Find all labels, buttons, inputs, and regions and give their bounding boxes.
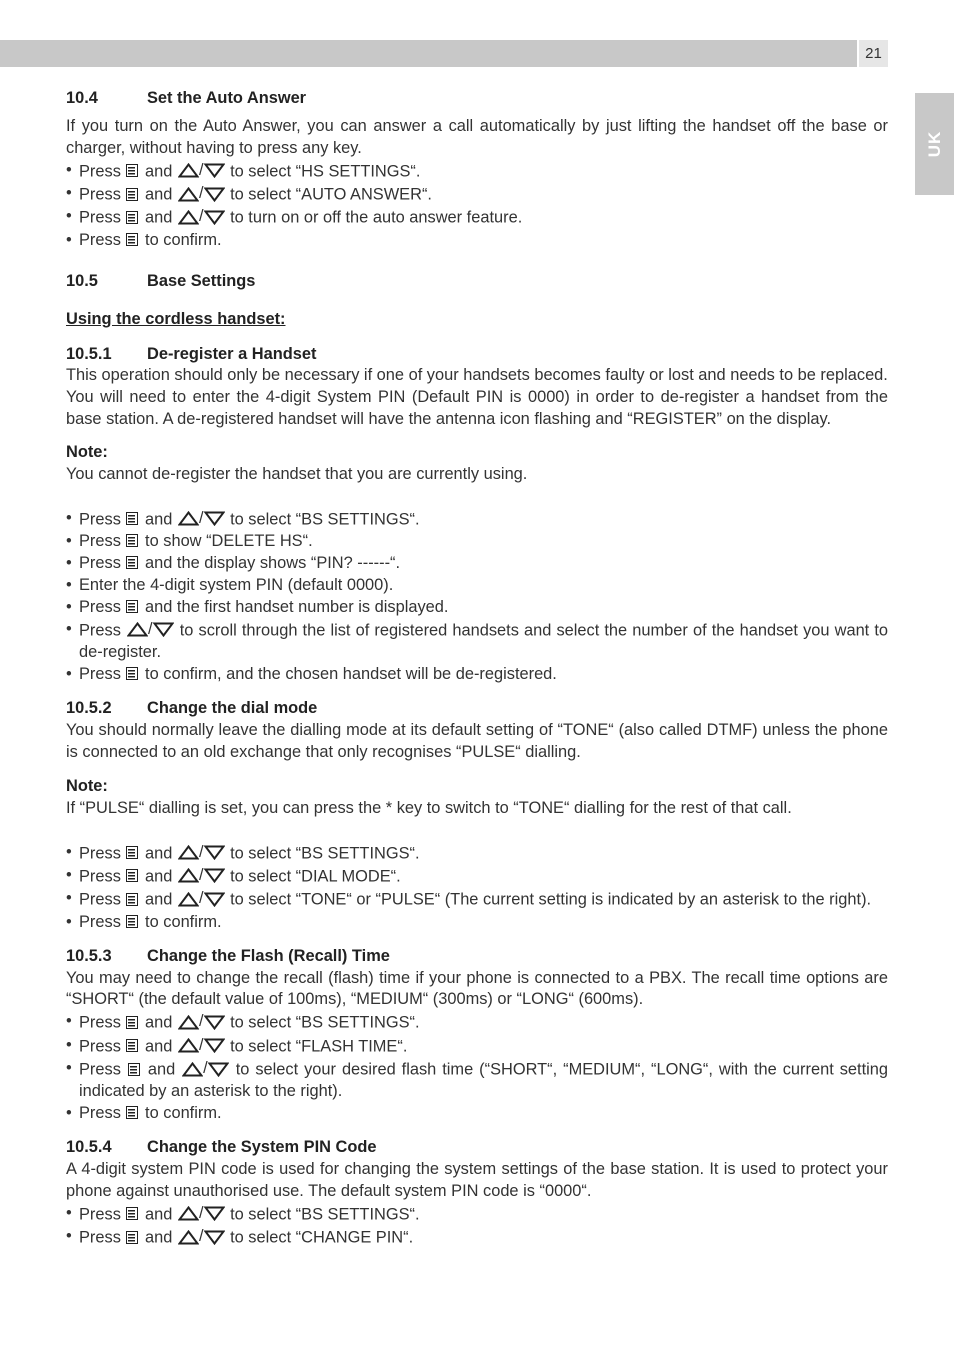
up-arrow-icon — [178, 845, 199, 860]
slash: / — [198, 1227, 204, 1246]
menu-key-icon — [126, 893, 138, 906]
list-item: • Press and / to select “DIAL MODE“. — [66, 865, 888, 888]
menu-key-icon — [126, 1106, 138, 1119]
slash: / — [198, 866, 204, 884]
up-down-arrows — [178, 183, 225, 205]
slash: / — [203, 1059, 208, 1078]
section-10-5-2-note: If “PULSE“ dialling is set, you can press the * key to switch to “TONE“ dialling for the rest of that call. — [66, 798, 792, 817]
section-10-5-1-heading: 10.5.1 De-register a Handset — [66, 344, 317, 363]
down-arrow-icon — [204, 163, 225, 178]
document-body — [66, 88, 888, 1250]
menu-key-icon — [126, 1039, 138, 1052]
list-item: • Press to confirm. — [66, 912, 888, 934]
section-10-5-1-p2: You will need to enter the 4-digit System PIN (Default PIN is 0000) in order to de-register a handset from the base station. A de-registered handset will have the antenna icon flashing and “REGISTER” on the display. — [66, 388, 888, 429]
section-10-4-intro: If you turn on the Auto Answer, you can answer a call automatically by just lifting the handset off the base or charger, without having to press any key. — [66, 116, 888, 157]
down-arrow-icon — [204, 892, 225, 907]
section-10-5-4-steps — [66, 1203, 888, 1250]
slash: / — [198, 842, 204, 861]
header-bar — [0, 40, 857, 67]
section-10-5-4-heading: 10.5.4 Change the System PIN Code — [66, 1138, 377, 1157]
down-arrow-icon — [204, 511, 225, 526]
menu-key-icon — [126, 600, 138, 613]
down-arrow-icon — [204, 1038, 225, 1053]
list-item: • Press to confirm. — [66, 1103, 888, 1125]
list-item: • Press and / to select “AUTO ANSWER“. — [66, 183, 888, 206]
menu-key-icon — [126, 1231, 138, 1244]
section-10-5-1-p1: This operation should only be necessary if one of your handsets becomes faulty or lost and needs to be replaced. — [66, 366, 888, 385]
up-down-arrows — [178, 865, 225, 887]
up-arrow-icon — [178, 210, 199, 225]
menu-key-icon — [126, 1207, 138, 1220]
up-arrow-icon — [178, 1038, 199, 1053]
section-10-5-1-note-label: Note: — [66, 443, 108, 462]
up-down-arrows — [178, 508, 225, 530]
up-arrow-icon — [178, 163, 199, 178]
list-item: • Enter the 4-digit system PIN (default 0000). — [66, 575, 888, 597]
list-item: • Press to confirm, and the chosen handset will be de-registered. — [66, 664, 888, 686]
menu-key-icon — [126, 534, 138, 547]
list-item: • Press and / to select your desired flash time (“SHORT“, “MEDIUM“, “LONG“, with the current setting indicated by an asterisk to the right). — [66, 1058, 888, 1103]
up-arrow-icon — [178, 1230, 199, 1245]
list-item: • Press to confirm. — [66, 230, 888, 252]
menu-key-icon — [126, 211, 138, 224]
list-item: • Press and the first handset number is displayed. — [66, 597, 888, 619]
menu-key-icon — [126, 915, 138, 928]
up-arrow-icon — [178, 511, 199, 526]
page-number: 21 — [859, 40, 888, 67]
section-10-5-2-heading: 10.5.2 Change the dial mode — [66, 699, 318, 718]
menu-key-icon — [126, 667, 138, 680]
up-arrow-icon — [178, 868, 199, 883]
slash: / — [198, 508, 204, 527]
section-10-5-1-steps — [66, 508, 888, 686]
list-item: • Press and / to select “BS SETTINGS“. — [66, 1203, 888, 1226]
section-10-5-4-p1: A 4-digit system PIN code is used for changing the system settings of the base station. It is used to protect your phone against unauthorised use. The default system PIN code is “0000“. — [66, 1160, 888, 1201]
menu-key-icon — [126, 164, 138, 177]
slash: / — [198, 889, 204, 908]
list-item: • Press and / to select “BS SETTINGS“. — [66, 842, 888, 865]
up-down-arrows — [178, 842, 225, 864]
up-arrow-icon — [178, 187, 199, 202]
section-10-4-heading: 10.4 Set the Auto Answer — [66, 89, 307, 107]
slash: / — [198, 160, 204, 179]
up-down-arrows — [178, 1203, 225, 1225]
section-10-5-heading: 10.5 Base Settings — [66, 271, 256, 290]
menu-key-icon — [126, 869, 138, 882]
menu-key-icon — [126, 846, 138, 859]
menu-key-icon — [126, 556, 138, 569]
slash: / — [198, 1035, 204, 1054]
section-10-5-2-p1: You should normally leave the dialling mode at its default setting of “TONE“ (also called DTMF) unless the phone is connected to an old exchange that only recognises “PULSE“ dialling. — [66, 721, 888, 761]
up-down-arrows — [178, 1035, 225, 1057]
up-arrow-icon — [178, 1206, 199, 1221]
up-down-arrows — [178, 1226, 225, 1248]
down-arrow-icon — [204, 187, 225, 202]
up-down-arrows — [127, 619, 174, 641]
menu-key-icon — [126, 233, 138, 246]
down-arrow-icon — [204, 1230, 225, 1245]
up-arrow-icon — [178, 1015, 199, 1030]
up-down-arrows — [178, 206, 225, 228]
section-10-5-2-steps — [66, 842, 888, 934]
list-item: • Press and / to turn on or off the auto answer feature. — [66, 206, 888, 229]
down-arrow-icon — [208, 1062, 229, 1077]
list-item: • Press and / to select “TONE“ or “PULSE“ (The current setting is indicated by an asterisk to the right). — [66, 888, 888, 911]
list-item: • Press to show “DELETE HS“. — [66, 531, 888, 553]
list-item: • Press and / to select “FLASH TIME“. — [66, 1035, 888, 1058]
up-arrow-icon — [182, 1062, 203, 1077]
up-down-arrows — [178, 888, 225, 910]
down-arrow-icon — [204, 1206, 225, 1221]
list-item: • Press and / to select “HS SETTINGS“. — [66, 160, 888, 183]
up-down-arrows — [178, 1011, 225, 1033]
section-10-5-3-steps — [66, 1011, 888, 1125]
menu-key-icon — [128, 1063, 140, 1076]
slash: / — [198, 1203, 204, 1222]
up-down-arrows — [182, 1058, 229, 1080]
language-tab-label: UK — [924, 130, 944, 158]
up-down-arrows — [178, 160, 225, 182]
down-arrow-icon — [204, 210, 225, 225]
slash: / — [198, 207, 204, 226]
section-10-5-3-heading: 10.5.3 Change the Flash (Recall) Time — [66, 946, 390, 965]
menu-key-icon — [126, 512, 138, 525]
menu-key-icon — [126, 1016, 138, 1029]
section-10-4-steps — [66, 160, 888, 252]
up-arrow-icon — [127, 622, 148, 637]
down-arrow-icon — [204, 845, 225, 860]
up-arrow-icon — [178, 892, 199, 907]
section-10-5-3-p1: You may need to change the recall (flash) time if your phone is connected to a PBX. The recall time options are “SHORT“ (the default value of 100ms), “MEDIUM“ (300ms) or “LONG“ (600ms). — [66, 968, 888, 1009]
menu-key-icon — [126, 188, 138, 201]
down-arrow-icon — [153, 622, 174, 637]
slash: / — [148, 619, 153, 638]
section-10-5-subtitle: Using the cordless handset: — [66, 309, 286, 328]
language-tab — [915, 93, 954, 195]
list-item: • Press / to scroll through the list of registered handsets and select the number of the handset you want to de-register. — [66, 619, 888, 664]
slash: / — [198, 184, 204, 203]
list-item: • Press and / to select “BS SETTINGS“. — [66, 508, 888, 531]
list-item: • Press and / to select “CHANGE PIN“. — [66, 1226, 888, 1249]
list-item: • Press and / to select “BS SETTINGS“. — [66, 1011, 888, 1034]
list-item: • Press and the display shows “PIN? ------“. — [66, 553, 888, 575]
section-10-5-1-note: You cannot de-register the handset that you are currently using. — [66, 465, 528, 484]
slash: / — [198, 1012, 204, 1031]
down-arrow-icon — [204, 868, 225, 883]
down-arrow-icon — [204, 1015, 225, 1030]
section-10-5-2-note-label: Note: — [66, 776, 108, 795]
